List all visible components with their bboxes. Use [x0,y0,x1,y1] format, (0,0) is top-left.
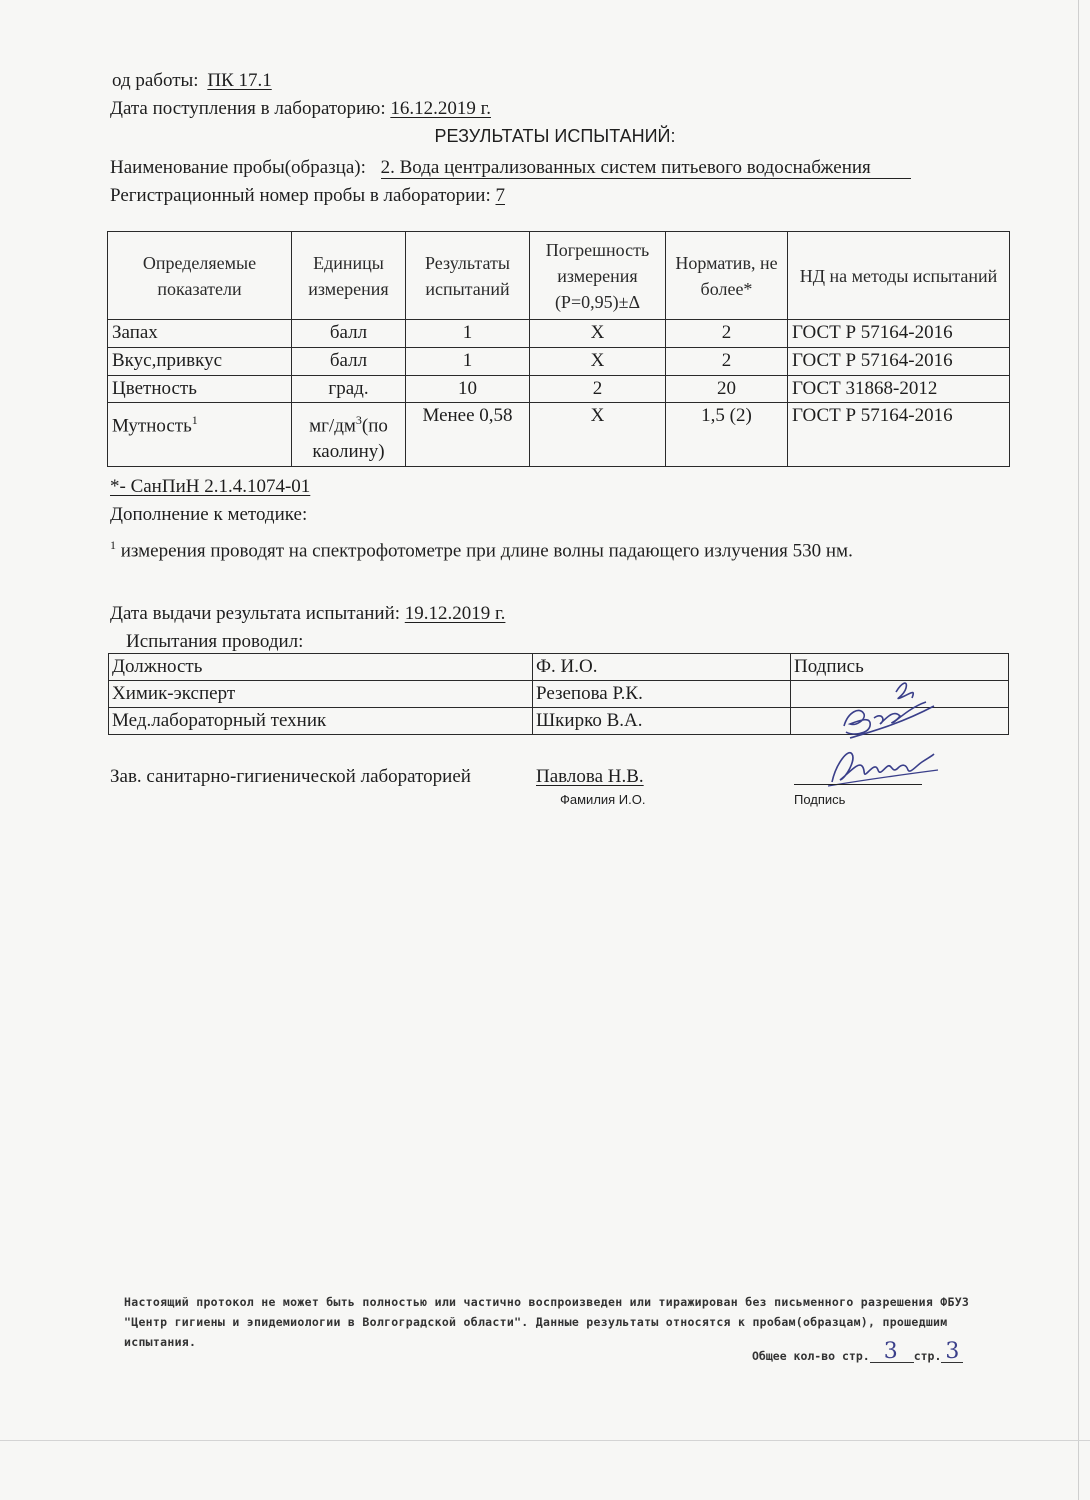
norm-source: *- СанПиН 2.1.4.1074-01 [110,476,311,497]
reg-number-value: 7 [495,185,505,206]
row-norm: 2 [666,348,788,376]
received-date: 16.12.2019 г. [390,98,491,119]
head-of-lab-label: Зав. санитарно-гигиенической лабораторией [110,766,471,787]
results-header-row [108,232,1010,320]
work-code-label: од работы: [112,70,199,91]
received-line [110,98,491,120]
row-units-tail: (по каолину) [312,415,388,463]
row-result: 10 [406,376,530,403]
row-indicator: Цветность [108,376,292,403]
footnote-text: измерения проводят на спектрофотометре при длине волны падающего излучения 530 нм. [116,540,853,562]
row-indicator-footnote-mark: 1 [191,413,198,427]
row-method: ГОСТ 31868-2012 [788,376,1010,403]
head-of-lab-name: Павлова Н.В. [536,766,644,787]
work-code-value: ПК 17.1 [207,70,272,91]
reg-number-line [110,185,505,207]
header-error: Погрешность измерения (Р=0,95)±Δ [530,232,666,320]
page-count [752,1339,963,1364]
row-indicator: Запах [108,320,292,348]
row-error: 2 [530,376,666,403]
row-units: балл [292,320,406,348]
row-error: Х [530,348,666,376]
row-units: град. [292,376,406,403]
header-position: Должность [109,654,533,681]
page-value: 3 [945,1339,960,1364]
row-norm: 1,5 (2) [666,403,788,467]
sample-name-line [110,157,911,179]
scan-edge-line [1078,0,1079,1500]
sample-name-value: 2. Вода централизованных систем питьевого водоснабжения [381,157,911,179]
row-units: балл [292,348,406,376]
row-result: 1 [406,348,530,376]
sample-name-label: Наименование пробы(образца): [110,157,366,178]
received-label: Дата поступления в лабораторию: [110,98,386,119]
row-norm: 20 [666,376,788,403]
footer-disclaimer: Настоящий протокол не может быть полностью или частично воспроизведен или тиражирован без письменного разрешения ФБУЗ "Центр гигиены и эпидемиологии в Волгоградской области". Данные результаты относятся к пробам(образцам), прошедшим испытания. [124,1295,970,1349]
name-caption: Фамилия И.О. [560,792,646,807]
row-name: Шкирко В.А. [533,708,791,735]
header-norm: Норматив, не более* [666,232,788,320]
header-units: Единицы измерения [292,232,406,320]
issue-line [110,603,505,625]
addition-label: Дополнение к методике: [110,504,308,525]
row-units-sup: 3 [355,413,362,427]
signature-caption: Подпись [794,792,846,807]
conducted-by: Испытания проводил: [126,631,304,652]
page-field [941,1339,963,1364]
row-result: Менее 0,58 [406,403,530,467]
row-position: Химик-эксперт [109,681,533,708]
row-indicator-text: Мутность [112,415,192,437]
footnote [110,538,853,562]
total-pages-value: 3 [883,1339,898,1364]
table-row [108,376,1010,403]
results-title: РЕЗУЛЬТАТЫ ИСПЫТАНИЙ: [434,126,676,146]
header-result: Результаты испытаний [406,232,530,320]
row-result: 1 [406,320,530,348]
row-error: Х [530,320,666,348]
issue-date: 19.12.2019 г. [404,603,506,624]
row-units [292,403,406,467]
row-indicator [108,403,292,467]
row-indicator: Вкус,привкус [108,348,292,376]
footnote-mark: 1 [110,538,116,552]
table-row [108,320,1010,348]
reg-number-label: Регистрационный номер пробы в лаборатории: [110,185,491,206]
header-indicator: Определяемые показатели [108,232,292,320]
table-row [108,348,1010,376]
row-method: ГОСТ Р 57164-2016 [788,320,1010,348]
row-error: Х [530,403,666,467]
page-label: стр. [913,1349,942,1363]
signature-technician-drawing [830,676,950,744]
row-position: Мед.лабораторный техник [109,708,533,735]
results-table [107,231,1010,467]
total-pages-field [870,1339,914,1364]
row-method: ГОСТ Р 57164-2016 [788,403,1010,467]
total-pages-label: Общее кол-во стр. [752,1349,870,1363]
table-row [108,403,1010,467]
header-signature: Подпись [791,654,1009,681]
row-units-text: мг/дм [309,415,356,437]
work-code-line [112,70,272,92]
row-method: ГОСТ Р 57164-2016 [788,348,1010,376]
row-name: Резепова Р.К. [533,681,791,708]
scan-bottom-line [0,1440,1090,1441]
header-name: Ф. И.О. [533,654,791,681]
header-method: НД на методы испытаний [788,232,1010,320]
issue-label: Дата выдачи результата испытаний: [110,603,401,624]
head-signature-line [794,784,922,785]
row-norm: 2 [666,320,788,348]
